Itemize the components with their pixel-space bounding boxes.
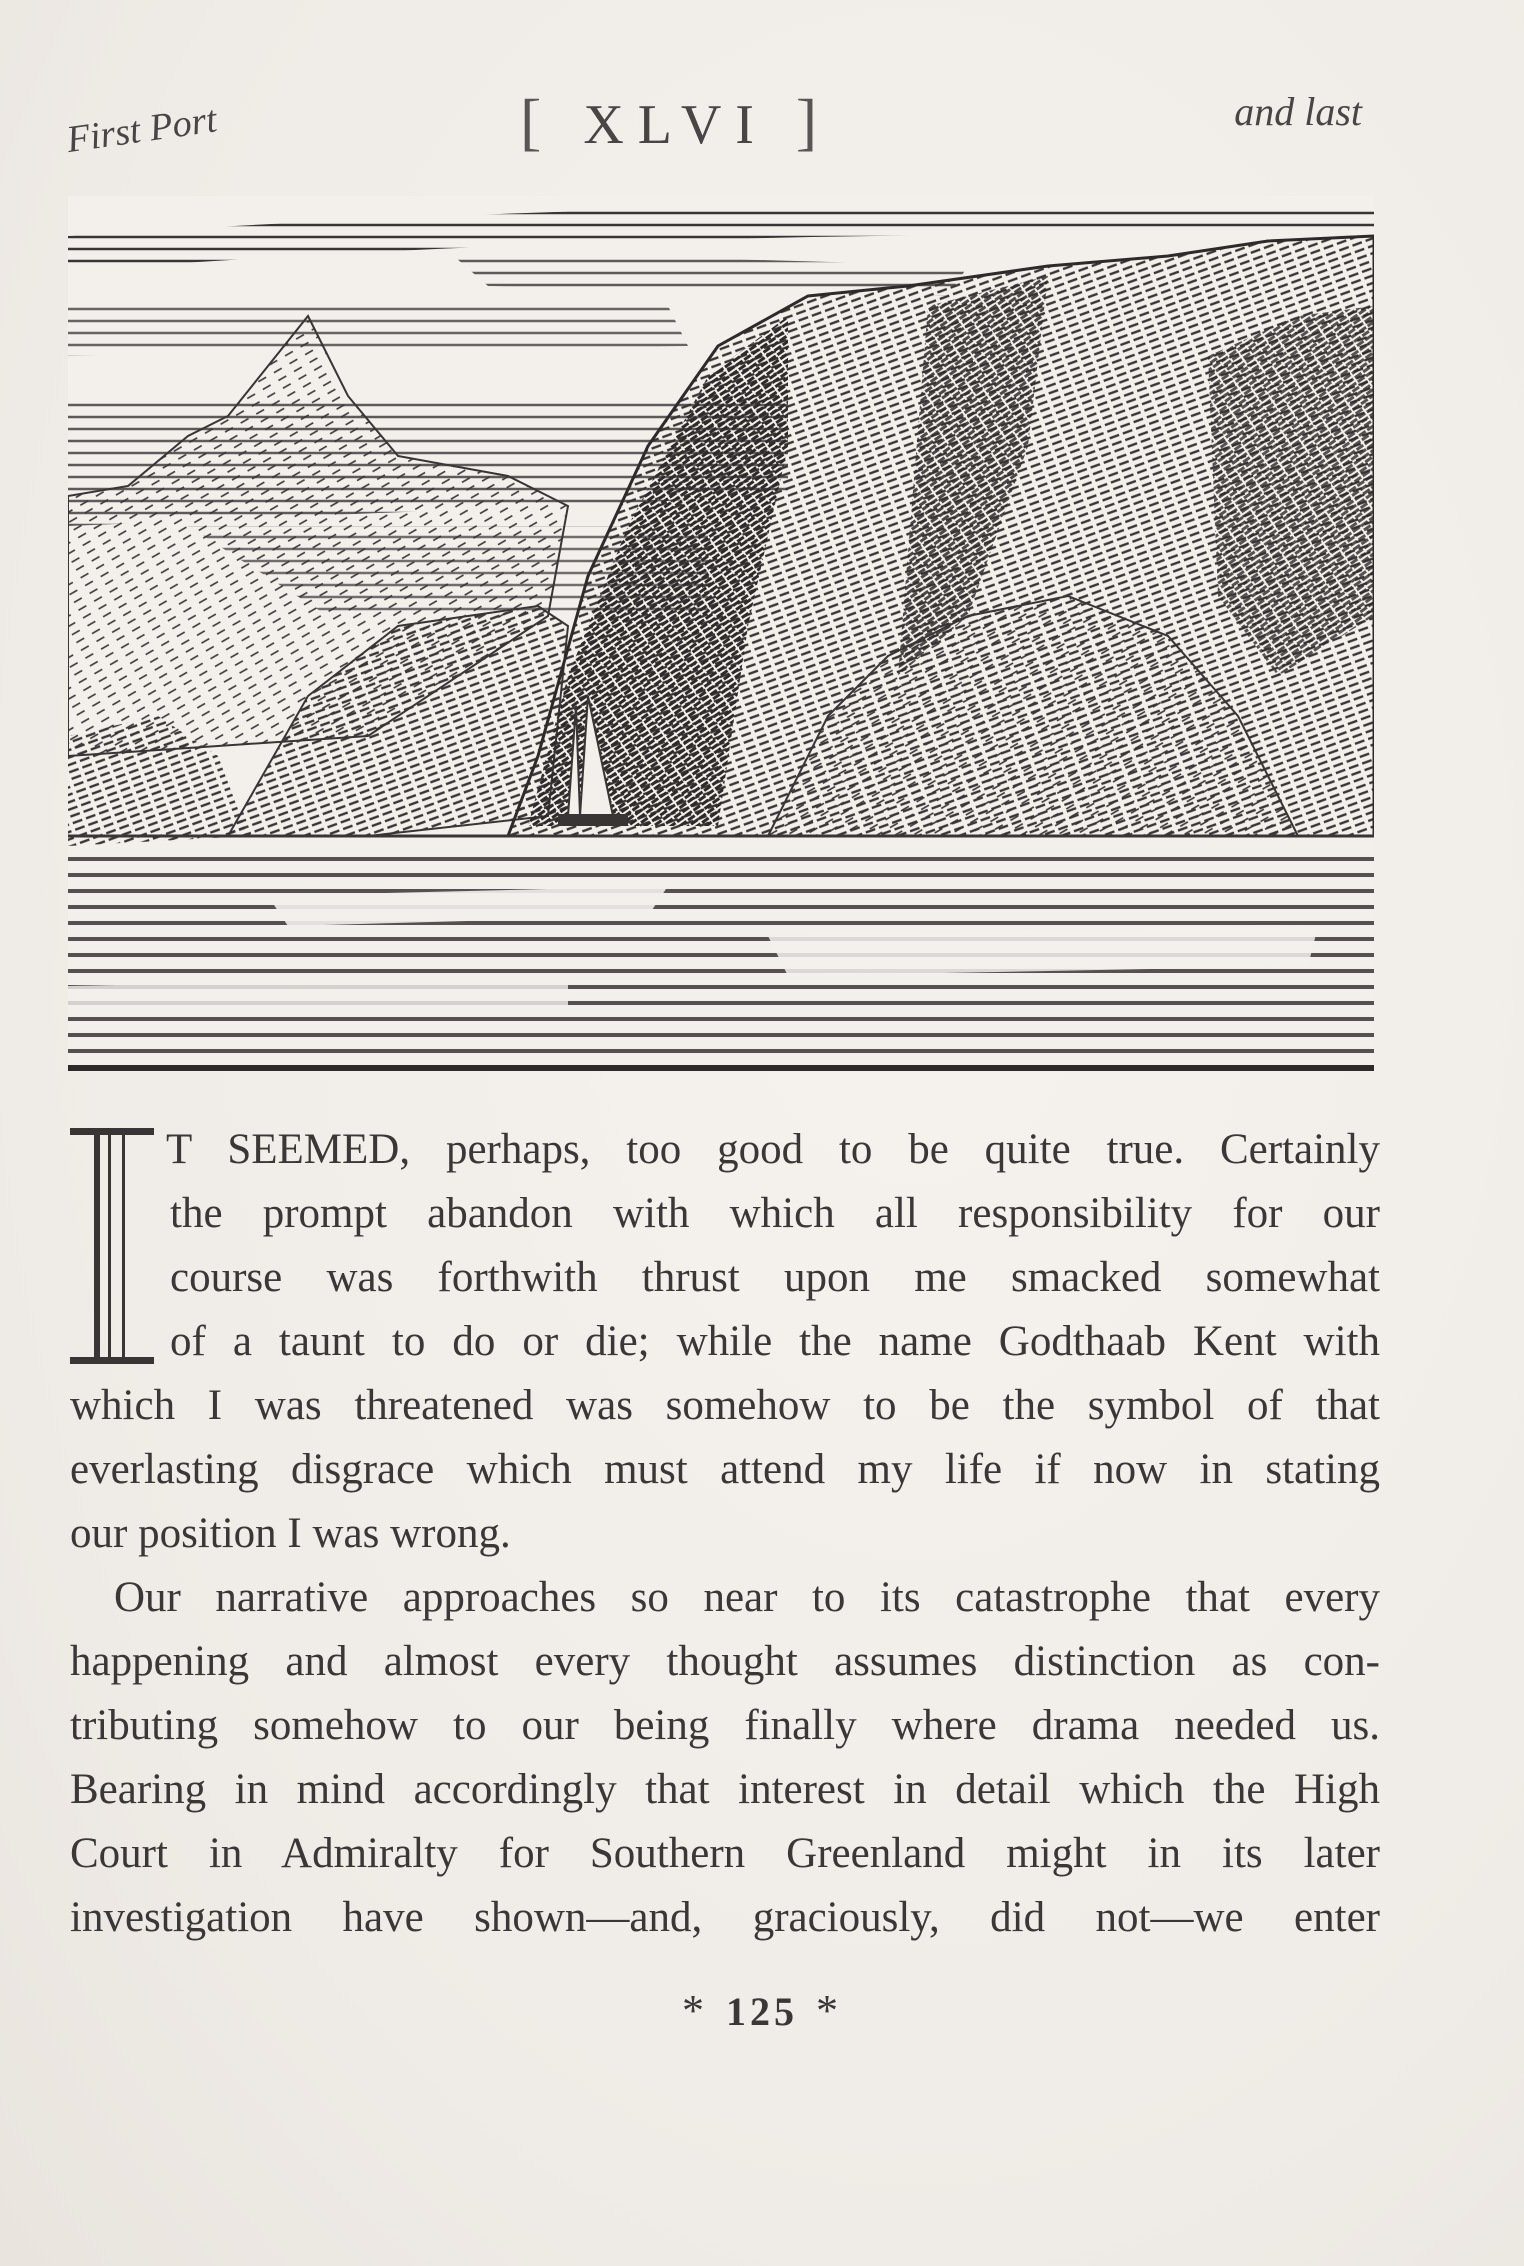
text-line: course was forthwith thrust upon me smacked somewhat <box>170 1254 1380 1301</box>
engraving-image <box>68 196 1374 1072</box>
running-head-subtitle: and last <box>1234 89 1362 134</box>
text-line: Our narrative approaches so near to its catastrophe that every <box>114 1574 1380 1621</box>
page-number: 125 <box>726 1989 798 2034</box>
chapter-numeral: XLVI <box>583 94 768 156</box>
bracket-close: ] <box>795 86 832 157</box>
text-line: of a taunt to do or die; while the name Godthaab Kent with <box>170 1318 1380 1365</box>
chapter-number <box>520 85 831 159</box>
running-head-book-title: First Port <box>64 98 220 162</box>
page-folio <box>0 1985 1524 2036</box>
text-line: our position I was wrong. <box>70 1510 511 1557</box>
asterisk-ornament-icon: * <box>816 1986 842 2035</box>
paragraph-1 <box>70 1118 1380 1566</box>
paragraph-2 <box>70 1566 1380 1950</box>
text-line: Bearing in mind accordingly that interest in detail which the High <box>70 1766 1380 1813</box>
body-text <box>70 1118 1380 1950</box>
text-line: which I was threatened was somehow to be the symbol of that <box>70 1382 1380 1429</box>
text-line: happening and almost every thought assumes distinction as con- <box>70 1638 1380 1685</box>
text-line: everlasting disgrace which must attend my life if now in stating <box>70 1446 1380 1493</box>
fjord-engraving-illustration <box>68 196 1374 1072</box>
text-line: investigation have shown—and, graciously, did not—we enter <box>70 1894 1380 1941</box>
text-line: the prompt abandon with which all responsibility for our <box>170 1190 1380 1237</box>
bracket-open: [ <box>520 86 556 157</box>
asterisk-ornament-icon: * <box>682 1986 708 2035</box>
text-line: tributing somehow to our being finally where drama needed us. <box>70 1702 1380 1749</box>
text-line: T SEEMED, perhaps, too good to be quite true. Certainly <box>166 1126 1380 1173</box>
running-head <box>0 0 1524 190</box>
text-line: Court in Admiralty for Southern Greenland might in its later <box>70 1830 1380 1877</box>
drop-cap-letter-i <box>70 1128 154 1364</box>
drop-cap-glyph <box>70 1128 154 1364</box>
